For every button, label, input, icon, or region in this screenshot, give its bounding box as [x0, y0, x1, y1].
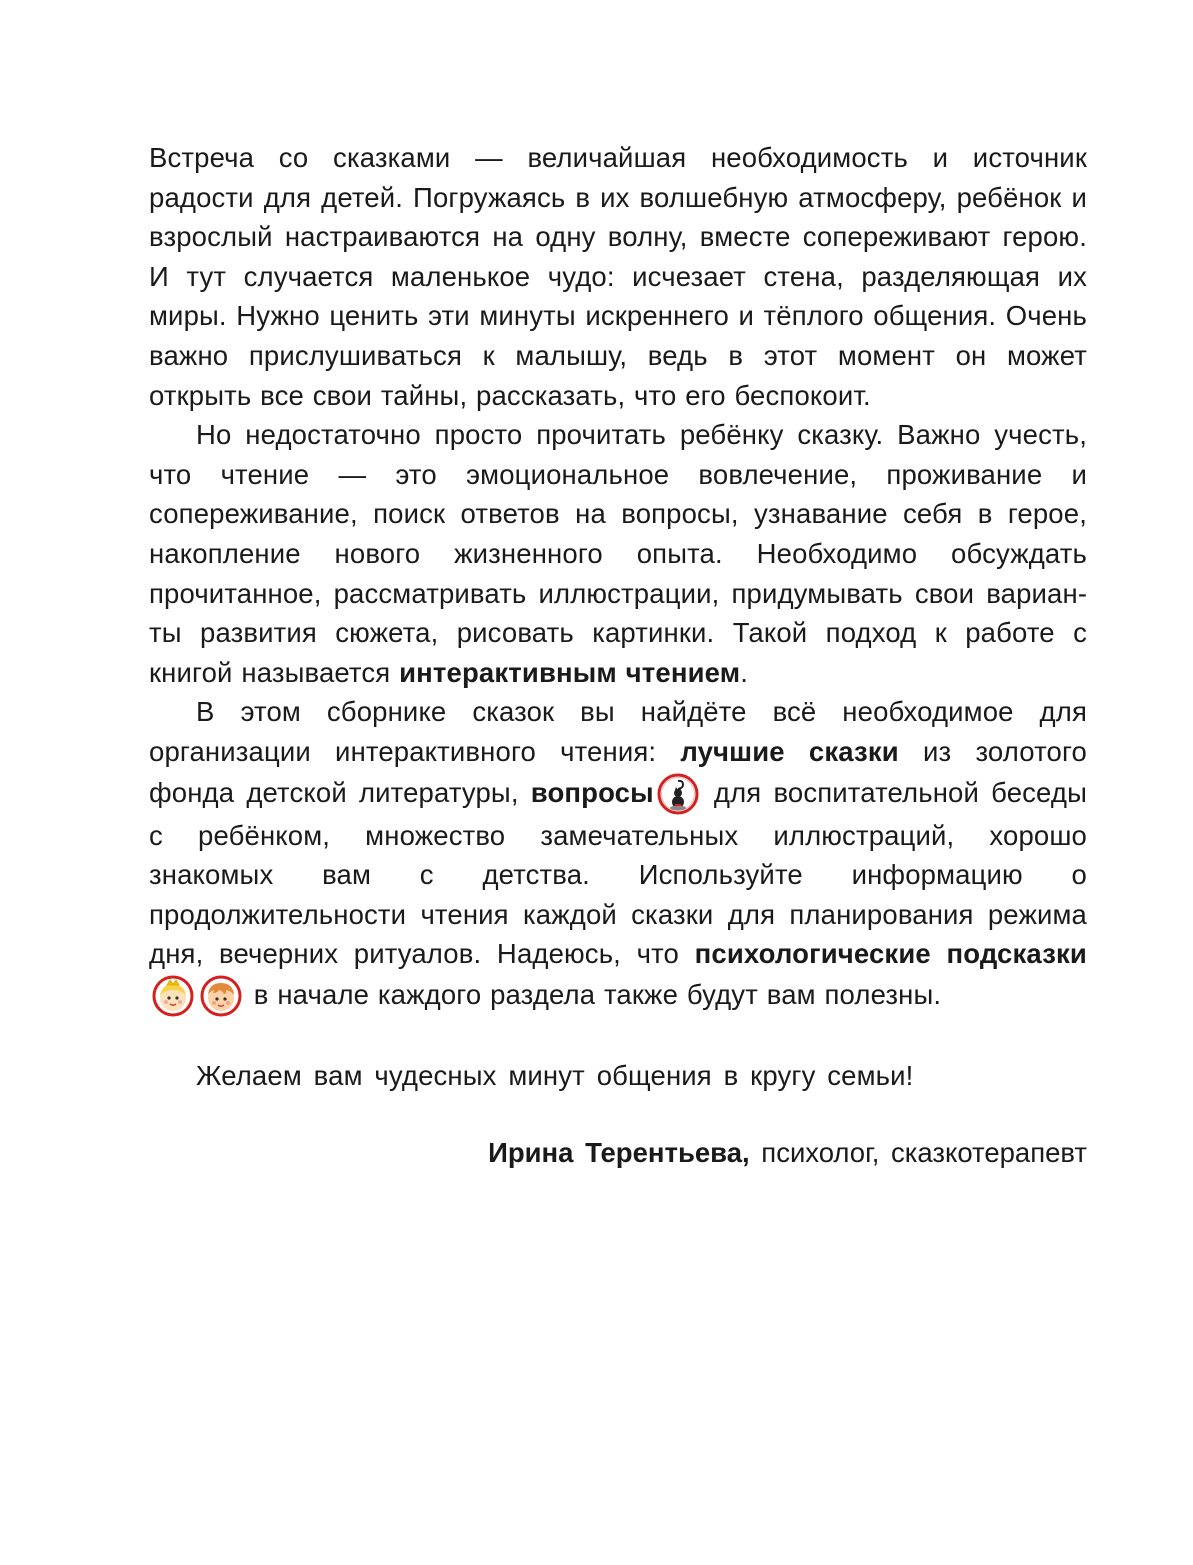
- boy-face-icon: [199, 974, 243, 1018]
- cat-question-icon: [656, 772, 700, 816]
- questions-term: вопросы: [530, 776, 654, 808]
- collection-text-4: в начале каждого раздела также будут вам полезны.: [245, 978, 942, 1010]
- girl-face-icon: [151, 974, 195, 1018]
- author-name: Ирина Терентьева,: [488, 1137, 750, 1169]
- intro-paragraph: [149, 138, 1087, 415]
- collection-paragraph: [149, 692, 1087, 1018]
- author-title: психолог, сказкотерапевт: [761, 1137, 1087, 1169]
- document-page: [149, 138, 1087, 1173]
- reading-text: Но недостаточно просто прочитать ребёнку сказку. Важно учесть, что чтение — это эмоциональное вовлечение, проживание и сопереживание, поиск ответов на вопросы, узнавание себя в герое, накопление нового жизненного опыта. Необходимо обсуждать прочитанное, рассматривать иллюстрации, придумывать свои варианты развития сюжета, рисовать картинки. Такой подход к работе с книгой называется: [149, 419, 1087, 688]
- intro-text: Встреча со сказками — величайшая необходимость и источник радости для детей. Погружаясь в их волшебную атмосферу, ребёнок и взрослый настраиваются на одну волну, вместе сопереживают герою. И тут случается маленькое чудо: исчезает стена, разделяющая их миры. Нужно ценить эти минуты искреннего и тёплого общения. Очень важно прислушиваться к малышу, ведь в этот момент он может открыть все свои тайны, рассказать, что его беспокоит.: [149, 142, 1087, 411]
- wish-line: Желаем вам чудесных минут общения в кругу семьи!: [196, 1059, 914, 1091]
- best-tales-term: лучшие сказки: [680, 735, 899, 767]
- signature: [149, 1133, 1087, 1173]
- reading-paragraph: [149, 415, 1087, 692]
- psych-tips-term: психологические подсказки: [694, 938, 1087, 970]
- collection-text-2: из золотого фонда детской литературы,: [149, 735, 1087, 808]
- reading-end: .: [740, 656, 749, 688]
- collection-text-3: для воспитательной беседы с ребёнком, множество замечательных иллюстраций, хорошо знакомых вам с детства. Используйте информацию о продолжительности чтения каждой сказки для планирования режима дня, вечерних ритуалов. Надеюсь, что: [149, 776, 1088, 970]
- collection-text-1: В этом сборнике сказок вы найдёте всё необходимое для организации интерактивного чтения:: [149, 696, 1087, 767]
- interactive-reading-term: интерактивным чтением: [399, 656, 741, 688]
